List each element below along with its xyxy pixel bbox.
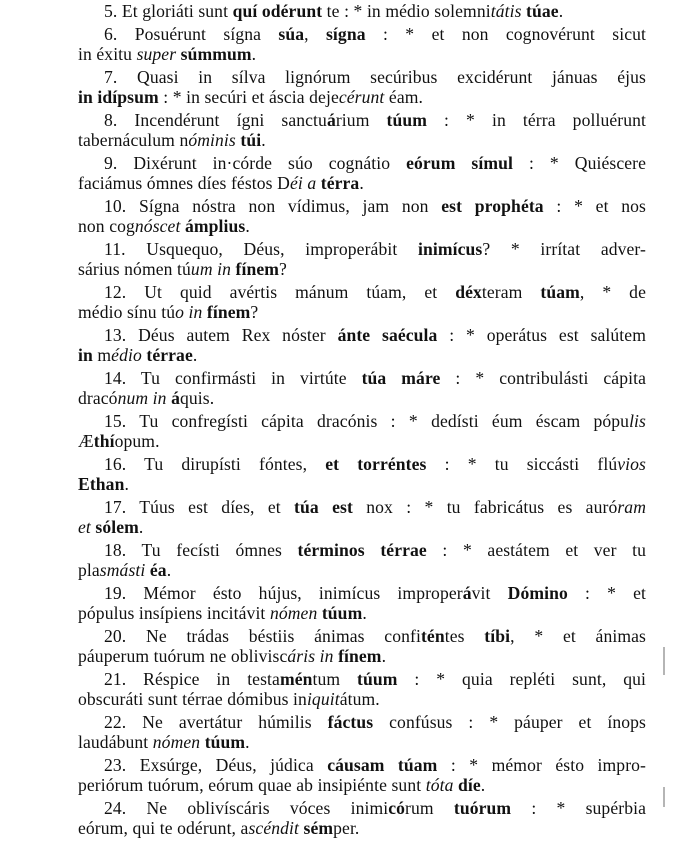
verse-line — [78, 517, 646, 537]
verse-text: : * aestátem et ver tu — [426, 540, 646, 560]
verse-text: : * mémor ésto impro- — [437, 755, 646, 775]
bold-text: déx — [455, 282, 482, 302]
verse-line — [78, 454, 646, 474]
bold-text: et — [325, 454, 340, 474]
bold-text: díe — [457, 775, 481, 795]
verse — [78, 153, 646, 193]
italic-text: tóta — [425, 775, 454, 795]
verse — [78, 798, 646, 838]
verse-text — [370, 325, 382, 345]
bold-text: est — [332, 497, 353, 517]
italic-text: o in — [175, 302, 203, 322]
bold-text: térrae — [380, 540, 427, 560]
verse — [78, 239, 646, 279]
verse-text: . — [251, 44, 257, 64]
bold-text: ámplius — [184, 216, 246, 236]
verse-text: pla — [78, 560, 100, 580]
verse-line — [78, 583, 646, 603]
bold-text: in — [78, 345, 93, 365]
verse-text: médio sínu tú — [78, 302, 176, 322]
verse-text: 16. Tu dirupísti fóntes, — [104, 454, 326, 474]
verse-line — [78, 798, 646, 818]
verse-text: ? * irrítat adver- — [482, 239, 646, 259]
verse-text: 17. Túus est díes, et — [104, 497, 295, 517]
verse-text: : * Quiéscere — [513, 153, 646, 173]
verse-text: . — [245, 732, 250, 752]
verse-text: tes — [444, 626, 485, 646]
bold-text: Dómino — [507, 583, 568, 603]
verse-text: tabernáculum n — [78, 130, 189, 150]
verse-text: : * contribulásti cápita — [440, 368, 646, 388]
verse-text: m — [92, 345, 112, 365]
verse-text: : * operátus est salútem — [437, 325, 646, 345]
verse-text: . — [480, 775, 486, 795]
verse-text: rum — [405, 798, 454, 818]
bold-text: túi — [240, 130, 262, 150]
bold-text: túum — [386, 110, 427, 130]
verse-text: 24. Ne oblivíscáris vóces inimi — [104, 798, 389, 818]
verse-text: , — [304, 24, 326, 44]
bold-text: súa — [278, 24, 305, 44]
verse-text: , * de — [579, 282, 646, 302]
verse-line — [78, 603, 646, 623]
bold-text: súmmum — [180, 44, 252, 64]
bold-text: á — [326, 110, 336, 130]
bold-text: túae — [526, 1, 559, 21]
verse-line — [78, 67, 646, 87]
verse-line — [78, 755, 646, 775]
verse-line — [78, 388, 646, 408]
verse-line — [78, 345, 646, 365]
verse-text: rium — [335, 110, 387, 130]
italic-text: vios — [617, 454, 646, 474]
verse — [78, 712, 646, 752]
verse-text: átum. — [339, 689, 380, 709]
verse — [78, 1, 646, 21]
verse-text: te : * in médio solemni — [322, 1, 491, 21]
bold-text: sólem — [95, 517, 139, 537]
verse-line — [78, 325, 646, 345]
bold-text: có — [388, 798, 406, 818]
verse-text — [462, 196, 475, 216]
italic-text: um in — [190, 259, 232, 279]
bold-text: éa — [149, 560, 167, 580]
verse-text: opum. — [114, 431, 160, 451]
verse-text: páuperum tuórum ne oblivisc — [78, 646, 288, 666]
verse-text: 8. Incendérunt ígni sanctu — [104, 110, 327, 130]
verse-text: sárius nómen tú — [78, 259, 191, 279]
italic-text: lis — [629, 411, 646, 431]
verse-line — [78, 497, 646, 517]
verse-text: : * supérbia — [511, 798, 646, 818]
verse-text — [384, 755, 397, 775]
verse-text: , * et ánimas — [510, 626, 646, 646]
bold-text: Ethan — [78, 474, 125, 494]
verse — [78, 755, 646, 795]
verse-line — [78, 368, 646, 388]
psalm-verses — [78, 1, 646, 841]
italic-text: et — [78, 517, 91, 537]
verse-line — [78, 216, 646, 236]
verse-line — [78, 24, 646, 44]
verse-text: . — [362, 603, 367, 623]
verse — [78, 67, 646, 107]
italic-text: cérunt — [338, 87, 385, 107]
verse-text: laudábunt — [78, 732, 153, 752]
verse-text: . — [261, 130, 266, 150]
verse-line — [78, 669, 646, 689]
bold-text: tén — [420, 626, 445, 646]
verse — [78, 325, 646, 365]
bold-text: fínem — [235, 259, 280, 279]
verse-line — [78, 689, 646, 709]
bold-text: inimícus — [417, 239, 483, 259]
verse — [78, 282, 646, 322]
verse-text: 21. Réspice in testa — [104, 669, 280, 689]
verse-text: eórum, qui te odérunt, a — [78, 818, 249, 838]
verse-text: Æ — [78, 431, 94, 451]
verse-text: . — [138, 517, 144, 537]
italic-text: éi a — [289, 173, 317, 193]
verse-text: 12. Ut quid avértis mánum túam, et — [104, 282, 456, 302]
verse-text: . — [192, 345, 198, 365]
verse-line — [78, 732, 646, 752]
verse-text: 10. Sígna nóstra non vídimus, jam non — [104, 196, 442, 216]
verse-text: . — [381, 646, 387, 666]
verse-text: . — [558, 1, 564, 21]
verse-text: : * quia repléti sunt, qui — [397, 669, 646, 689]
bold-text: términos — [297, 540, 365, 560]
verse-text — [455, 153, 471, 173]
verse-text: . — [359, 173, 364, 193]
verse-text: : * in térra polluérunt — [427, 110, 646, 130]
verse — [78, 411, 646, 451]
verse-text: 7. Quasi in sílva lignórum secúribus excidérunt jánuas éjus — [104, 67, 646, 87]
italic-text: óminis — [188, 130, 236, 150]
verse-text: : * tu siccásti flú — [426, 454, 618, 474]
verse-text: teram — [481, 282, 541, 302]
bold-text: fínem — [206, 302, 251, 322]
verse-text: 20. Ne trádas béstiis ánimas confi — [104, 626, 421, 646]
bold-text: cáusam — [327, 755, 385, 775]
italic-text: tátis — [490, 1, 522, 21]
bold-text: túum — [204, 732, 246, 752]
verse-text: periórum tuórum, eórum quae ab insipiénte sunt — [78, 775, 426, 795]
verse-text: obscuráti sunt térrae dómibus in — [78, 689, 307, 709]
verse-text: 15. Tu confregísti cápita dracónis : * dedísti éum éscam pópu — [104, 411, 630, 431]
verse — [78, 626, 646, 666]
verse-line — [78, 1, 646, 21]
scan-edge-mark — [663, 647, 665, 675]
verse-line — [78, 153, 646, 173]
verse-text: per. — [333, 818, 360, 838]
bold-text: ánte — [337, 325, 371, 345]
verse-text: nox : * tu fabricátus es auró — [352, 497, 618, 517]
bold-text: in — [78, 87, 93, 107]
verse-line — [78, 110, 646, 130]
verse-line — [78, 196, 646, 216]
bold-text: fínem — [338, 646, 382, 666]
italic-text: scéndit — [248, 818, 300, 838]
bold-text: eórum — [406, 153, 456, 173]
italic-text: ram — [617, 497, 646, 517]
verse-text — [365, 540, 381, 560]
italic-text: smásti — [99, 560, 146, 580]
verse-text: 11. Usquequo, Déus, improperábit — [104, 239, 418, 259]
italic-text: édio — [111, 345, 142, 365]
verse-text: 9. Dixérunt in·córde súo cognátio — [104, 153, 407, 173]
verse-text: 14. Tu confirmásti in virtúte — [104, 368, 362, 388]
verse-line — [78, 431, 646, 451]
verse — [78, 540, 646, 580]
verse — [78, 24, 646, 64]
verse-text: vit — [471, 583, 508, 603]
bold-text: torréntes — [357, 454, 427, 474]
bold-text: tuórum — [453, 798, 512, 818]
bold-text: túam — [397, 755, 438, 775]
verse-line — [78, 818, 646, 838]
verse-text: non cog — [78, 216, 135, 236]
verse-text: : * et nos — [543, 196, 646, 216]
verse-line — [78, 646, 646, 666]
verse-line — [78, 239, 646, 259]
bold-text: máre — [401, 368, 441, 388]
bold-text: saécula — [382, 325, 438, 345]
bold-text: tíbi — [484, 626, 511, 646]
verse-line — [78, 474, 646, 494]
bold-text: sígna — [325, 24, 366, 44]
bold-text: túam — [540, 282, 580, 302]
bold-text: túa — [294, 497, 319, 517]
verse-line — [78, 540, 646, 560]
italic-text: iquit — [306, 689, 340, 709]
verse-text: : * in secúri et áscia deje — [158, 87, 339, 107]
bold-text: quí — [232, 1, 258, 21]
bold-text: idípsum — [97, 87, 159, 107]
verse-line — [78, 130, 646, 150]
verse-text: in éxitu — [78, 44, 137, 64]
verse — [78, 196, 646, 236]
bold-text: sém — [303, 818, 334, 838]
verse-line — [78, 173, 646, 193]
verse-text: 23. Exsúrge, Déus, júdica — [104, 755, 328, 775]
verse-text: . — [166, 560, 172, 580]
scan-edge-mark — [663, 787, 665, 807]
verse-line — [78, 775, 646, 795]
verse-text — [386, 368, 401, 388]
bold-text: térra — [320, 173, 360, 193]
verse-text: tum — [312, 669, 358, 689]
verse-line — [78, 87, 646, 107]
bold-text: túa — [361, 368, 387, 388]
verse-text: 13. Déus autem Rex nóster — [104, 325, 338, 345]
verse-text — [319, 497, 332, 517]
bold-text: túum — [321, 603, 363, 623]
verse-text: ? — [279, 259, 287, 279]
verse-text: ? — [250, 302, 259, 322]
italic-text: nómen — [152, 732, 201, 752]
bold-text: odérunt — [261, 1, 323, 21]
bold-text: á — [462, 583, 472, 603]
verse-text: 22. Ne avertátur húmilis — [104, 712, 328, 732]
bold-text: símul — [471, 153, 513, 173]
bold-text: mén — [279, 669, 313, 689]
bold-text: thí — [93, 431, 115, 451]
verse-text: 18. Tu fecísti ómnes — [104, 540, 298, 560]
bold-text: térrae — [146, 345, 193, 365]
verse-text — [339, 454, 357, 474]
bold-text: á — [171, 388, 180, 408]
verse-line — [78, 302, 646, 322]
italic-text: super — [136, 44, 177, 64]
italic-text: nóscet — [134, 216, 181, 236]
bold-text: prophéta — [474, 196, 544, 216]
verse — [78, 583, 646, 623]
verse-text: confúsus : * páuper et ínops — [373, 712, 646, 732]
verse — [78, 368, 646, 408]
verse-line — [78, 712, 646, 732]
bold-text: est — [441, 196, 463, 216]
verse — [78, 497, 646, 537]
verse-line — [78, 560, 646, 580]
italic-text: nómen — [269, 603, 318, 623]
verse-text: dracó — [78, 388, 118, 408]
verse-text: . — [245, 216, 250, 236]
verse-line — [78, 44, 646, 64]
verse — [78, 454, 646, 494]
verse-text: 19. Mémor ésto hújus, inimícus improper — [104, 583, 463, 603]
verse-text: : * et — [567, 583, 646, 603]
verse-text: . — [124, 474, 129, 494]
verse-line — [78, 411, 646, 431]
bold-text: fáctus — [327, 712, 374, 732]
verse — [78, 110, 646, 150]
verse-text: 6. Posuérunt sígna — [104, 24, 279, 44]
verse-line — [78, 259, 646, 279]
verse-text: pópulus insípiens incitávit — [78, 603, 270, 623]
verse-text: : * et non cognovérunt sicut — [365, 24, 646, 44]
italic-text: num in — [117, 388, 167, 408]
verse-text: quis. — [179, 388, 215, 408]
verse-line — [78, 282, 646, 302]
verse-text: 5. Et gloriáti sunt — [104, 1, 233, 21]
verse-line — [78, 626, 646, 646]
verse — [78, 669, 646, 709]
bold-text: túum — [357, 669, 398, 689]
italic-text: áris in — [287, 646, 334, 666]
verse-text: éam. — [384, 87, 424, 107]
verse-text: faciámus ómnes díes féstos D — [78, 173, 290, 193]
